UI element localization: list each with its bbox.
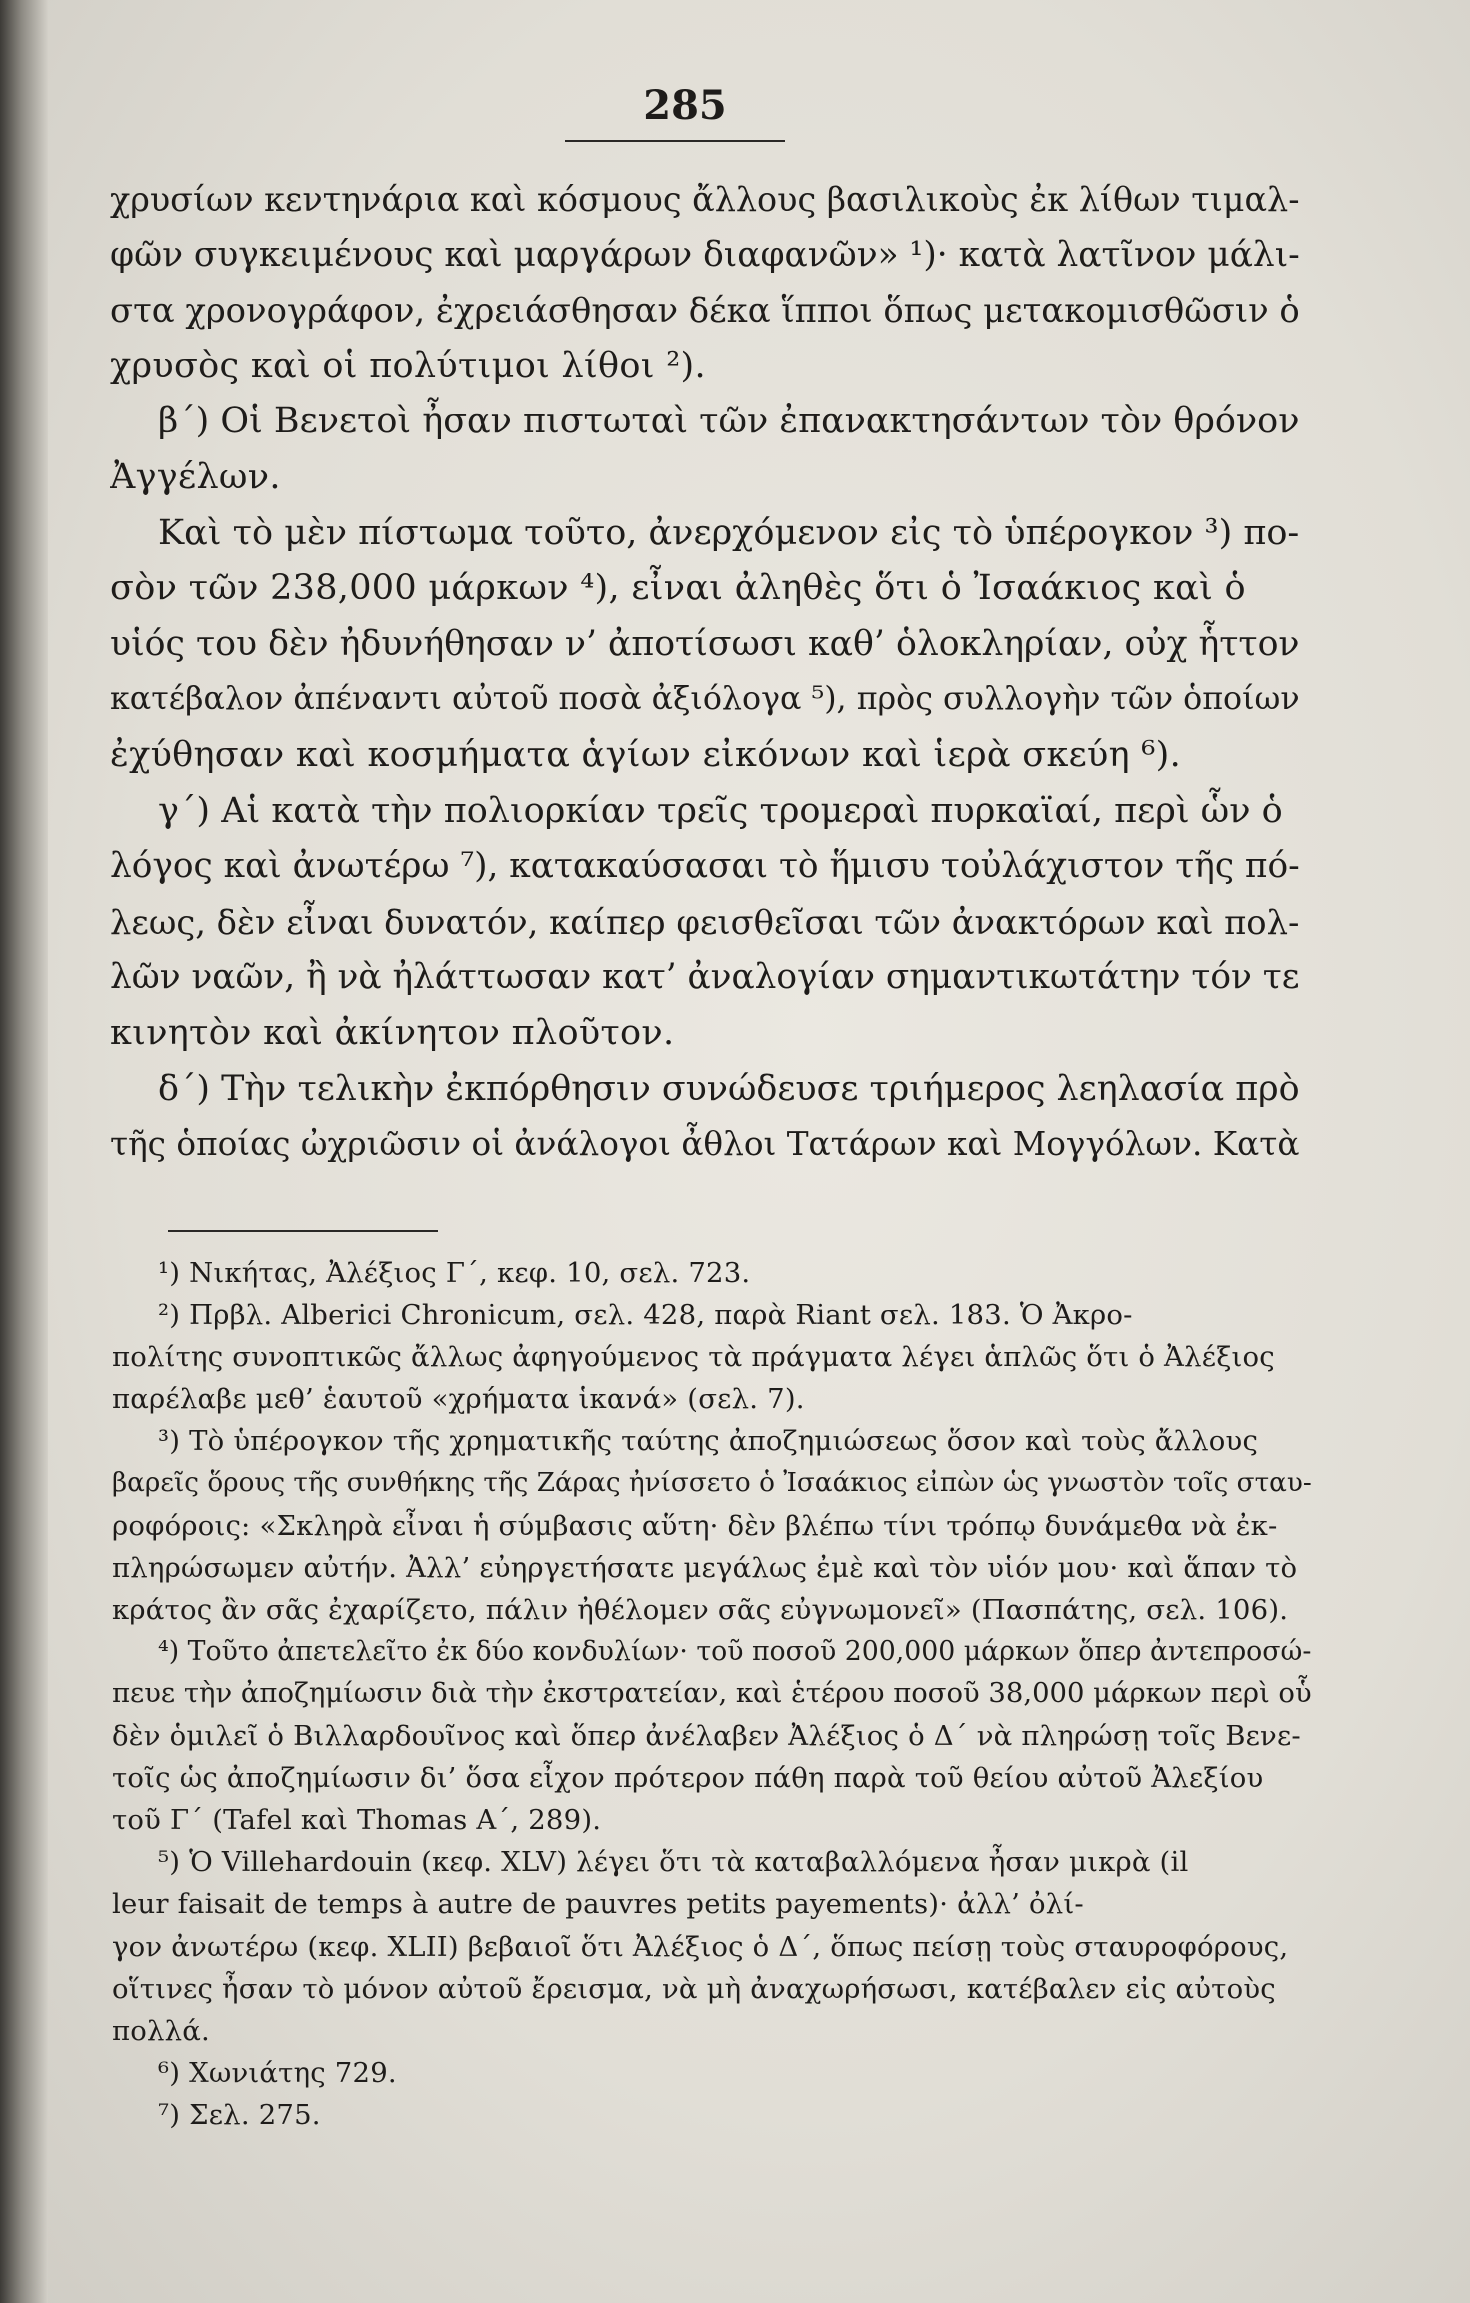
footnote-line: ²) Πρβλ. Alberici Chronicum, σελ. 428, παρὰ Riant σελ. 183. Ὁ Ἀκρο-: [158, 1299, 1133, 1332]
text-line: Ἀγγέλων.: [110, 456, 281, 497]
text-line: λεως, δὲν εἶναι δυνατόν, καίπερ φεισθεῖσαι τῶν ἀνακτόρων καὶ πολ-: [110, 902, 1300, 942]
footnote-line: βαρεῖς ὅρους τῆς συνθήκης τῆς Ζάρας ἠνίσσετο ὁ Ἰσαάκιος εἰπὼν ὡς γνωστὸν τοῖς σταυ-: [112, 1468, 1312, 1499]
book-spine-shadow: [0, 0, 48, 2303]
text-line: λόγος καὶ ἀνωτέρω ⁷), κατακαύσασαι τὸ ἥμισυ τοὐλάχιστον τῆς πό-: [110, 846, 1300, 887]
text-line: φῶν συγκειμένους καὶ μαργάρων διαφανῶν» ¹)· κατὰ λατῖνον μάλι-: [110, 234, 1300, 275]
text-line: κατέβαλον ἀπέναντι αὐτοῦ ποσὰ ἀξιόλογα ⁵), πρὸς συλλογὴν τῶν ὁποίων: [110, 681, 1300, 718]
text-line: β΄) Οἱ Βενετοὶ ἦσαν πιστωταὶ τῶν ἐπανακτησάντων τὸν θρόνον: [158, 401, 1300, 442]
footnote-line: leur faisait de temps à autre de pauvres petits payements)· ἀλλ’ ὀλί-: [112, 1888, 1084, 1921]
page-number: 285: [643, 82, 727, 129]
footnote-line: κράτος ἂν σᾶς ἐχαρίζετο, πάλιν ἠθέλομεν σᾶς εὐγνωμονεῖ» (Πασπάτης, σελ. 106).: [112, 1593, 1289, 1626]
footnote-line: παρέλαβε μεθ’ ἑαυτοῦ «χρήματα ἱκανά» (σελ. 7).: [112, 1383, 805, 1416]
text-line: υἱός του δὲν ἠδυνήθησαν ν’ ἀποτίσωσι καθ’ ὁλοκληρίαν, οὐχ ἧττον: [110, 623, 1300, 664]
text-line: χρυσίων κεντηνάρια καὶ κόσμους ἄλλους βασιλικοὺς ἐκ λίθων τιμαλ-: [110, 180, 1300, 219]
footnote-line: ⁴) Τοῦτο ἀπετελεῖτο ἐκ δύο κονδυλίων· τοῦ ποσοῦ 200,000 μάρκων ὅπερ ἀντεπροσώ-: [158, 1635, 1312, 1667]
footnote-line: οἵτινες ἦσαν τὸ μόνον αὐτοῦ ἔρεισμα, νὰ μὴ ἀναχωρήσωσι, κατέβαλεν εἰς αὐτοὺς: [112, 1972, 1276, 2005]
footnote-line: πολλά.: [112, 2014, 211, 2047]
footnote-line: τοῦ Γ΄ (Tafel καὶ Thomas A΄, 289).: [112, 1804, 602, 1837]
text-line: κινητὸν καὶ ἀκίνητον πλοῦτον.: [110, 1012, 675, 1053]
footnote-separator: [168, 1230, 438, 1232]
footnote-line: ³) Τὸ ὑπέρογκον τῆς χρηματικῆς ταύτης ἀποζημιώσεως ὅσον καὶ τοὺς ἄλλους: [158, 1425, 1259, 1458]
text-line: λῶν ναῶν, ἢ νὰ ἠλάττωσαν κατ’ ἀναλογίαν σημαντικωτάτην τόν τε: [110, 957, 1300, 998]
text-line: γ΄) Αἱ κατὰ τὴν πολιορκίαν τρεῖς τρομεραὶ πυρκαϊαί, περὶ ὧν ὁ: [158, 790, 1283, 831]
header-rule: [565, 140, 785, 142]
footnote-line: ροφόροις: «Σκληρὰ εἶναι ἡ σύμβασις αὕτη· δὲν βλέπω τίνι τρόπῳ δυνάμεθα νὰ ἐκ-: [112, 1509, 1278, 1542]
footnote-line: ¹) Νικήτας, Ἀλέξιος Γ΄, κεφ. 10, σελ. 723.: [158, 1257, 751, 1289]
text-line: τῆς ὁποίας ὠχριῶσιν οἱ ἀνάλογοι ἆθλοι Τατάρων καὶ Μογγόλων. Κατὰ: [110, 1125, 1300, 1164]
footnote-line: τοῖς ὡς ἀποζημίωσιν δι’ ὅσα εἶχον πρότερον πάθη παρὰ τοῦ θείου αὐτοῦ Ἀλεξίου: [112, 1762, 1264, 1795]
text-line: Καὶ τὸ μὲν πίστωμα τοῦτο, ἀνερχόμενον εἰς τὸ ὑπέρογκον ³) πο-: [158, 512, 1300, 553]
main-text: [110, 172, 1300, 1173]
footnote-line: γον ἀνωτέρω (κεφ. XLII) βεβαιοῖ ὅτι Ἀλέξιος ὁ Δ΄, ὅπως πείσῃ τοὺς σταυροφόρους,: [112, 1930, 1289, 1963]
footnote-line: ⁷) Σελ. 275.: [158, 2098, 321, 2131]
text-line: ἐχύθησαν καὶ κοσμήματα ἁγίων εἰκόνων καὶ ἱερὰ σκεύη ⁶).: [110, 734, 1182, 775]
footnote-line: ⁶) Χωνιάτης 729.: [158, 2056, 397, 2089]
footnote-line: ⁵) Ὁ Villehardouin (κεφ. XLV) λέγει ὅτι τὰ καταβαλλόμενα ἦσαν μικρὰ (il: [158, 1846, 1189, 1879]
text-line: χρυσὸς καὶ οἱ πολύτιμοι λίθοι ²).: [110, 345, 706, 386]
footnotes: [112, 1252, 1312, 2136]
text-line: σὸν τῶν 238,000 μάρκων ⁴), εἶναι ἀληθὲς ὅτι ὁ Ἰσαάκιος καὶ ὁ: [110, 568, 1246, 609]
footnote-line: πληρώσωμεν αὐτήν. Ἀλλ’ εὐηργετήσατε μεγάλως ἐμὲ καὶ τὸν υἱόν μου· καὶ ἅπαν τὸ: [112, 1551, 1298, 1584]
footnote-line: δὲν ὁμιλεῖ ὁ Βιλλαρδουῖνος καὶ ὅπερ ἀνέλαβεν Ἀλέξιος ὁ Δ΄ νὰ πληρώσῃ τοῖς Βενε-: [112, 1720, 1301, 1753]
text-line: δ΄) Τὴν τελικὴν ἐκπόρθησιν συνώδευσε τριήμερος λεηλασία πρὸ: [158, 1068, 1300, 1109]
footnote-line: πολίτης συνοπτικῶς ἄλλως ἀφηγούμενος τὰ πράγματα λέγει ἁπλῶς ὅτι ὁ Ἀλέξιος: [112, 1341, 1275, 1374]
text-line: στα χρονογράφον, ἐχρειάσθησαν δέκα ἵπποι ὅπως μετακομισθῶσιν ὁ: [110, 291, 1300, 331]
footnote-line: πευε τὴν ἀποζημίωσιν διὰ τὴν ἐκστρατείαν, καὶ ἑτέρου ποσοῦ 38,000 μάρκων περὶ οὗ: [112, 1677, 1312, 1709]
